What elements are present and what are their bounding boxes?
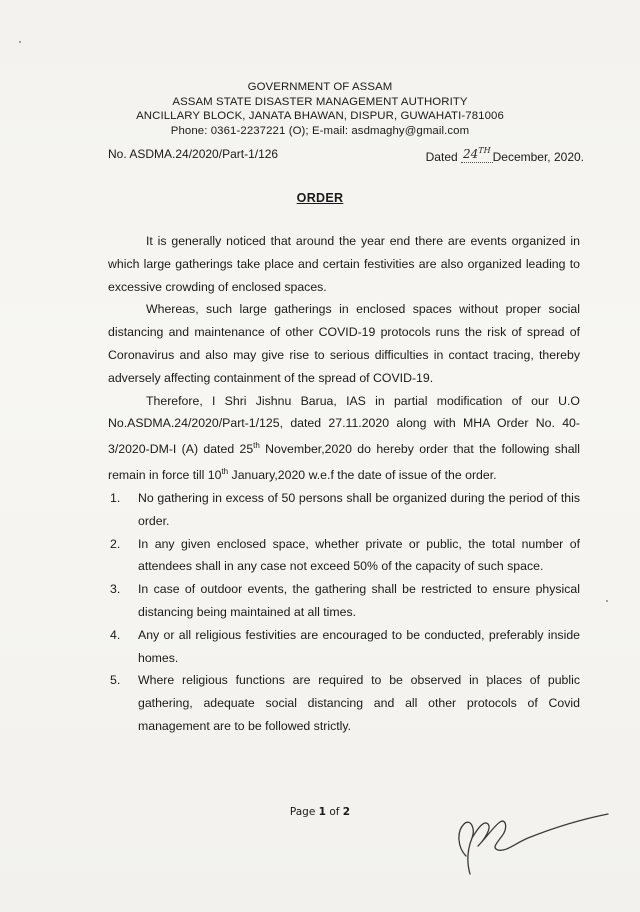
letterhead-authority: ASSAM STATE DISASTER MANAGEMENT AUTHORITY: [172, 95, 468, 108]
order-list: [108, 487, 580, 738]
list-item-number: 3.: [110, 582, 121, 597]
paragraph-3-part-a: Therefore, I Shri Jishnu Barua, IAS in partial modification of our U.O No.ASDMA.24/2020/Part-1/125, dated 27.11.2020 along with MHA Order No. 40-3/2020-DM-I (A) dated 25: [108, 393, 580, 457]
letterhead: [0, 80, 640, 138]
scan-speck: [19, 41, 21, 43]
list-item-number: 2.: [110, 536, 121, 551]
list-item-number: 5.: [110, 673, 121, 688]
dated-day-value: 24: [463, 147, 479, 161]
list-item-text: Where religious functions are required to be observed in places of public gathering, adequate social distancing and all other protocols of Covid management are to be followed strictly.: [138, 673, 580, 733]
reference-number: No. ASDMA.24/2020/Part-1/126: [108, 147, 279, 161]
dated-day-handwritten: [461, 143, 493, 163]
list-item: [108, 624, 580, 670]
page-current: 1: [318, 806, 326, 818]
letterhead-address: ANCILLARY BLOCK, JANATA BHAWAN, DISPUR, GUWAHATI-781006: [136, 110, 504, 122]
page-total: 2: [342, 806, 351, 818]
order-body: [108, 230, 580, 738]
list-item-number: 4.: [110, 627, 121, 642]
dated-day-suffix: TH: [478, 146, 491, 155]
list-item-text: In any given enclosed space, whether private or public, the total number of attendees shall in any case not exceed 50% of the capacity of such space.: [138, 536, 580, 574]
paragraph-3: [108, 390, 580, 487]
list-item-text: No gathering in excess of 50 persons shall be organized during the period of this order.: [138, 490, 580, 528]
paragraph-3-part-c: January,2020 w.e.f the date of issue of the order.: [228, 468, 497, 483]
paragraph-1: It is generally noticed that around the year end there are events organized in which large gatherings take place and certain festivities are also organized leading to excessive crowding of enclosed spaces.: [108, 234, 580, 294]
list-item: [108, 487, 580, 533]
page-prefix: Page: [289, 806, 316, 818]
scan-speck: [606, 600, 608, 602]
list-item: [108, 533, 580, 579]
paragraph-3-part-b: November,2020 do hereby order that the following shall remain in force till 10: [108, 442, 580, 483]
dated-rest: December, 2020.: [492, 150, 584, 164]
letterhead-org: GOVERNMENT OF ASSAM: [247, 81, 393, 93]
list-item: [108, 669, 580, 737]
handwritten-signature: [448, 798, 618, 878]
list-item: [108, 578, 580, 624]
letterhead-contact: Phone: 0361-2237221 (O); E-mail: asdmaghy@gmail.com: [170, 124, 470, 137]
dated-prefix: Dated: [425, 150, 458, 164]
order-title: ORDER: [296, 191, 344, 205]
list-item-text: In case of outdoor events, the gathering shall be restricted to ensure physical distancing being maintained at all times.: [138, 582, 580, 619]
list-item-number: 1.: [110, 490, 121, 505]
list-item-text: Any or all religious festivities are encouraged to be conducted, preferably inside homes.: [138, 627, 580, 665]
paragraph-2: Whereas, such large gatherings in enclosed spaces without proper social distancing and maintenance of other COVID-19 protocols runs the risk of spread of Coronavirus and also may give rise to serious difficulties in contact tracing, thereby adversely affecting containment of the spread of COVID-19.: [108, 302, 580, 385]
page-of: of: [329, 806, 340, 818]
superscript-th: th: [221, 467, 229, 477]
superscript-th: th: [253, 441, 260, 451]
date-line: [426, 146, 584, 166]
